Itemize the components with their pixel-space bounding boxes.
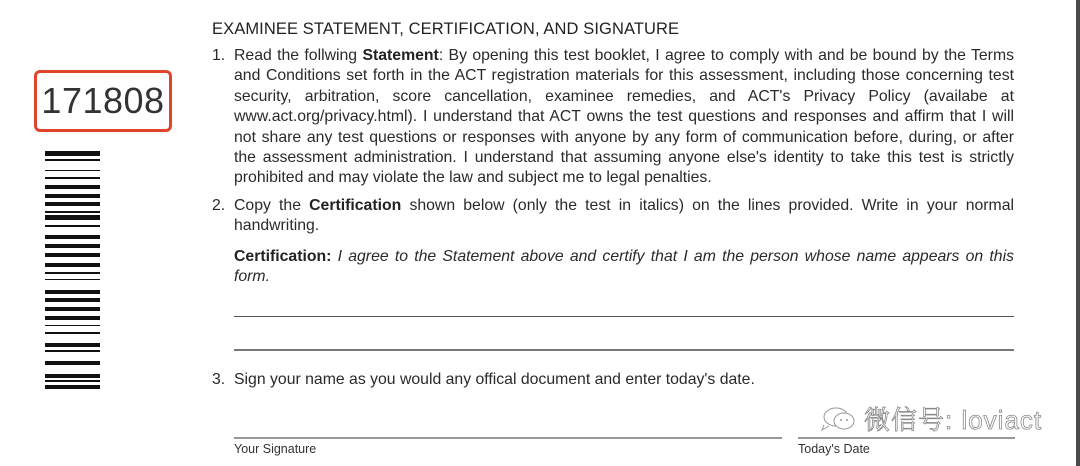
item-number: 3. — [212, 371, 226, 389]
instruction-prefix: Copy the — [234, 196, 310, 214]
item-number: 1. — [212, 47, 226, 64]
barcode-bar — [45, 170, 100, 172]
instruction-body: shown below (only the test in italics) on the lines provided. Write in your normal handwriting. — [234, 196, 1014, 235]
barcode-bar — [45, 361, 100, 365]
barcode-bar — [45, 185, 100, 189]
barcode-bar — [45, 225, 100, 227]
barcode-bar — [45, 177, 100, 179]
barcode-bar — [45, 350, 100, 352]
item-statement — [212, 46, 1014, 189]
watermark-text: 微信号: loviact — [864, 405, 1043, 435]
examinee-statement-section — [212, 18, 1014, 391]
wechat-icon — [820, 403, 860, 435]
barcode-bar — [45, 263, 100, 267]
barcode-bar — [45, 279, 100, 281]
barcode-bar — [45, 151, 100, 156]
barcode-bar — [45, 202, 100, 206]
certification-instruction-text — [234, 196, 1014, 237]
barcode-bar — [45, 272, 100, 274]
date-label: Today's Date — [798, 442, 870, 456]
barcode-bar — [45, 385, 100, 389]
certification-text-block — [212, 247, 1014, 288]
form-id-box — [34, 70, 172, 132]
certification-copy-line-2[interactable] — [234, 349, 1014, 351]
barcode-bar — [45, 215, 100, 220]
barcode-bar — [45, 290, 100, 294]
certification-bold-label: Certification — [309, 196, 402, 214]
barcode-bar — [45, 332, 100, 334]
statement-text — [234, 46, 1014, 189]
barcode-bar — [45, 159, 100, 161]
signature-line[interactable] — [234, 437, 782, 439]
barcode-bar — [45, 235, 100, 239]
page-right-border — [1076, 0, 1080, 466]
barcode-bar — [45, 244, 100, 248]
barcode-bar — [45, 194, 100, 198]
barcode-bar — [45, 211, 100, 213]
barcode-bar — [45, 316, 100, 320]
barcode-bar — [45, 325, 100, 327]
signature-label: Your Signature — [234, 442, 317, 456]
watermark — [820, 400, 1042, 437]
date-line[interactable] — [798, 437, 1015, 439]
form-id: 171808 — [41, 80, 165, 121]
certification-copy-line-1[interactable] — [234, 316, 1014, 317]
signature-instruction-text: Sign your name as you would any offical document and enter today's date. — [234, 371, 755, 389]
barcode-bar — [45, 374, 100, 378]
barcode-bar — [45, 380, 100, 382]
barcode-bar — [45, 253, 100, 257]
barcode-bar — [45, 298, 100, 302]
item-signature-instruction — [212, 370, 1014, 390]
item-number: 2. — [212, 196, 226, 214]
signature-field[interactable] — [234, 437, 782, 461]
barcode — [45, 151, 100, 389]
statement-prefix: Read the follwing — [234, 47, 363, 64]
statement-bold-label: Statement — [362, 47, 439, 64]
statement-body: : By opening this test booklet, I agree to comply with and be bound by the Terms and Conditions set forth in the ACT registration materials for this assessment, including those concerning test security, arbitration, score cancellation, examinee remedies, and ACT's Privacy Policy (availabe at www.act.org/privacy.html). I understand that ACT owns the test questions and responses and affirm that I will not share any test questions or responses with anyone by any form of communication before, during, or after the assessment administration. I understand that assuming anyone else's identity to take this test is strictly prohibited and may violate the law and subject me to legal penalties. — [234, 47, 1014, 187]
date-field[interactable] — [798, 437, 1015, 461]
certification-italic-text: I agree to the Statement above and certify that I am the person whose name appears on this form. — [234, 247, 1014, 286]
item-certification-instruction — [212, 196, 1014, 237]
barcode-bar — [45, 307, 100, 311]
section-heading: EXAMINEE STATEMENT, CERTIFICATION, AND SIGNATURE — [212, 20, 680, 38]
barcode-bar — [45, 343, 100, 347]
certification-label: Certification: — [234, 247, 332, 265]
